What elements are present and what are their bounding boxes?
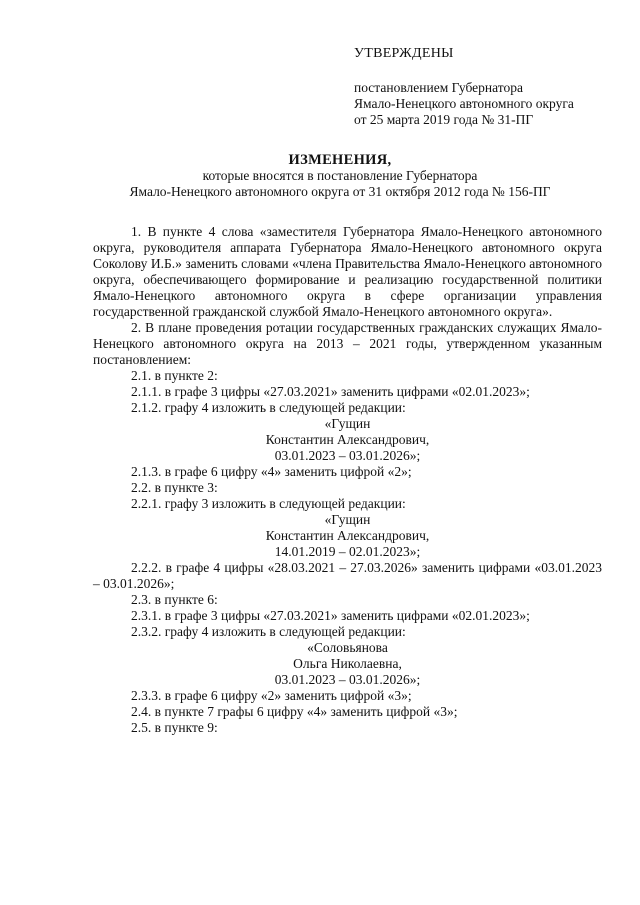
quote-1-given-name: Константин Александрович, (265, 432, 430, 447)
approval-heading: УТВЕРЖДЕНЫ (354, 46, 454, 61)
document-title-block (60, 152, 620, 200)
quote-2-name: «Гущин (324, 512, 371, 527)
paragraph-1: 1. В пункте 4 слова «заместителя Губернатора Ямало-Ненецкого автономного округа, руководителя аппарата Губернатора Ямало-Ненецкого автономного округа Соколову И.Б.» заменить словами «члена Правительства Ямало-Ненецкого автономного округа, обеспечивающего формирование и реализацию государственной политики Ямало-Ненецкого автономного округа в сфере организации управления государственной гражданской службой Ямало-Ненецкого автономного округа». (93, 224, 602, 319)
clause-2-1-2: 2.1.2. графу 4 изложить в следующей редакции: (131, 400, 406, 415)
clause-2-1-1: 2.1.1. в графе 3 цифры «27.03.2021» заменить цифрами «02.01.2023»; (131, 384, 530, 399)
document-body (93, 224, 602, 736)
quote-1-name: «Гущин (324, 416, 371, 431)
quote-2-dates: 14.01.2019 – 02.01.2023»; (274, 544, 421, 559)
clause-2-3-1: 2.3.1. в графе 3 цифры «27.03.2021» заменить цифрами «02.01.2023»; (131, 608, 530, 623)
approval-line: Ямало-Ненецкого автономного округа (354, 96, 574, 111)
document-subtitle: которые вносятся в постановление Губернатора (202, 168, 478, 183)
clause-2-4: 2.4. в пункте 7 графы 6 цифру «4» заменить цифрой «3»; (131, 704, 458, 719)
clause-2-5: 2.5. в пункте 9: (131, 720, 218, 735)
document-title: ИЗМЕНЕНИЯ, (288, 152, 392, 168)
clause-2-1: 2.1. в пункте 2: (131, 368, 218, 383)
clause-2-3: 2.3. в пункте 6: (131, 592, 218, 607)
approval-block (354, 46, 624, 128)
clause-2-2-1: 2.2.1. графу 3 изложить в следующей редакции: (131, 496, 406, 511)
clause-2-1-3: 2.1.3. в графе 6 цифру «4» заменить цифрой «2»; (131, 464, 412, 479)
clause-2-3-3: 2.3.3. в графе 6 цифру «2» заменить цифрой «3»; (131, 688, 412, 703)
quote-2-given-name: Константин Александрович, (265, 528, 430, 543)
document-subtitle: Ямало-Ненецкого автономного округа от 31 октября 2012 года № 156-ПГ (129, 184, 551, 199)
approval-line: постановлением Губернатора (354, 80, 523, 95)
clause-2-2: 2.2. в пункте 3: (131, 480, 218, 495)
quote-3-given-name: Ольга Николаевна, (293, 656, 402, 671)
paragraph-2: 2. В плане проведения ротации государственных гражданских служащих Ямало-Ненецкого автономного округа на 2013 – 2021 годы, утвержденном указанным постановлением: (93, 320, 602, 367)
quote-3-dates: 03.01.2023 – 03.01.2026»; (274, 672, 421, 687)
clause-2-3-2: 2.3.2. графу 4 изложить в следующей редакции: (131, 624, 406, 639)
quote-3-name: «Соловьянова (307, 640, 388, 655)
quote-1-dates: 03.01.2023 – 03.01.2026»; (274, 448, 421, 463)
clause-2-2-2: 2.2.2. в графе 4 цифры «28.03.2021 – 27.03.2026» заменить цифрами «03.01.2023 – 03.01.2026»; (93, 560, 602, 591)
approval-line: от 25 марта 2019 года № 31-ПГ (354, 112, 534, 127)
